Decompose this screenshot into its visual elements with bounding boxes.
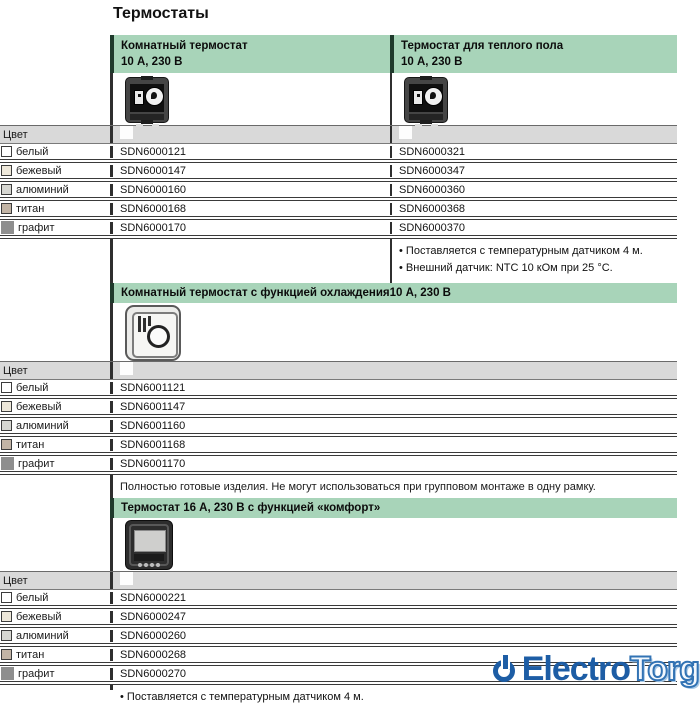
power-icon: [491, 651, 521, 687]
note-line-clipped: • Поставляется с температурным датчиком 4 м.: [120, 689, 677, 706]
product-table: [0, 35, 677, 703]
note-line: • Поставляется с температурным датчиком 4 м.: [399, 243, 677, 260]
product-code: SDN6001168: [110, 439, 677, 451]
table-row: [0, 590, 677, 609]
frame-color-box: [120, 572, 133, 585]
section-header-floor-thermostat: [390, 35, 677, 73]
color-label: алюминий: [16, 183, 69, 196]
frame-color-box: [399, 126, 412, 139]
frame-color-box: [120, 362, 133, 375]
table-row: [0, 609, 677, 628]
table-row: [0, 475, 677, 498]
product-code: SDN6001121: [110, 382, 677, 394]
color-label: белый: [16, 591, 49, 604]
color-label: алюминий: [16, 629, 69, 642]
color-header-row: [0, 571, 677, 590]
table-row: [0, 498, 677, 518]
table-row: [0, 182, 677, 201]
color-row-label: Цвет: [3, 574, 28, 587]
color-header-row: [0, 361, 677, 380]
header-title: Термостат для теплого пола: [401, 40, 564, 52]
color-swatch-beige: [1, 165, 12, 176]
table-row: [0, 201, 677, 220]
table-row: [0, 456, 677, 475]
floor-thermostat-notes: [390, 239, 677, 283]
product-code: SDN6000370: [390, 222, 677, 234]
color-label: белый: [16, 145, 49, 158]
product-code: SDN6000347: [390, 165, 677, 177]
color-swatch-graphite: [1, 457, 14, 470]
color-swatch-white: [1, 592, 12, 603]
page-title: Термостаты: [113, 5, 209, 22]
table-row: [0, 239, 677, 283]
color-label: титан: [16, 202, 45, 215]
product-code: SDN6000321: [390, 146, 677, 158]
table-row: [0, 163, 677, 182]
color-swatch-titanium: [1, 649, 12, 660]
product-code: SDN6000360: [390, 184, 677, 196]
color-label: графит: [18, 667, 55, 680]
color-row-label: Цвет: [3, 128, 28, 141]
color-swatch-aluminium: [1, 630, 12, 641]
comfort-thermostat-image: [125, 520, 173, 570]
color-swatch-aluminium: [1, 184, 12, 195]
product-code: SDN6000260: [110, 630, 677, 642]
table-row: [0, 73, 677, 125]
color-swatch-white: [1, 382, 12, 393]
table-row: [0, 437, 677, 456]
product-code: SDN6001160: [110, 420, 677, 432]
color-swatch-beige: [1, 611, 12, 622]
product-code: SDN6000168: [110, 203, 390, 215]
logo-text-electro: Electro: [521, 650, 630, 688]
color-label: бежевый: [16, 164, 62, 177]
color-label: алюминий: [16, 419, 69, 432]
table-row: [0, 303, 677, 361]
color-swatch-graphite: [1, 667, 14, 680]
color-label: титан: [16, 648, 45, 661]
section-header-cooling-thermostat: Комнатный термостат с функцией охлаждения10 А, 230 В: [110, 283, 677, 303]
product-code: SDN6001170: [110, 458, 677, 470]
color-label: бежевый: [16, 610, 62, 623]
color-header-row: [0, 125, 677, 144]
product-code: SDN6000268: [110, 649, 677, 661]
header-rating: 10 А, 230 В: [121, 56, 183, 68]
table-row: [0, 220, 677, 239]
color-label: бежевый: [16, 400, 62, 413]
product-code: SDN6000147: [110, 165, 390, 177]
product-code: SDN6000160: [110, 184, 390, 196]
product-code: SDN6000170: [110, 222, 390, 234]
color-swatch-titanium: [1, 439, 12, 450]
table-row: [0, 418, 677, 437]
table-row: [0, 518, 677, 571]
product-code: SDN6001147: [110, 401, 677, 413]
header-title: Комнатный термостат: [121, 40, 248, 52]
table-row: [0, 35, 677, 73]
color-swatch-beige: [1, 401, 12, 412]
table-row: [0, 399, 677, 418]
color-row-label: Цвет: [3, 364, 28, 377]
color-swatch-aluminium: [1, 420, 12, 431]
table-row: [0, 380, 677, 399]
color-label: графит: [18, 457, 55, 470]
table-row: [0, 144, 677, 163]
color-swatch-graphite: [1, 221, 14, 234]
color-swatch-titanium: [1, 203, 12, 214]
floor-thermostat-image: [404, 77, 448, 123]
product-code: SDN6000121: [110, 146, 390, 158]
color-label: титан: [16, 438, 45, 451]
electrotorg-logo[interactable]: [491, 651, 699, 687]
color-swatch-white: [1, 146, 12, 157]
logo-text-torg: Torg: [629, 650, 699, 688]
product-code: SDN6000368: [390, 203, 677, 215]
product-code: SDN6000247: [110, 611, 677, 623]
cooling-thermostat-image: [125, 305, 181, 361]
frame-color-box: [120, 126, 133, 139]
header-rating: 10 А, 230 В: [401, 56, 463, 68]
section-header-comfort-thermostat: Термостат 16 А, 230 В с функцией «комфорт»: [110, 498, 677, 518]
section-header-room-thermostat: [110, 35, 390, 73]
note-line: • Внешний датчик: NTC 10 кОм при 25 °С.: [399, 260, 677, 277]
color-label: белый: [16, 381, 49, 394]
product-code: SDN6000221: [110, 592, 677, 604]
color-label: графит: [18, 221, 55, 234]
table-row: [0, 628, 677, 647]
label-column-spacer: [0, 35, 110, 73]
cooling-thermostat-note: Полностью готовые изделия. Не могут использоваться при групповом монтаже в одну рамку.: [110, 475, 677, 498]
room-thermostat-image: [125, 77, 169, 123]
product-code: SDN6000270: [110, 668, 677, 680]
table-row: [0, 283, 677, 303]
